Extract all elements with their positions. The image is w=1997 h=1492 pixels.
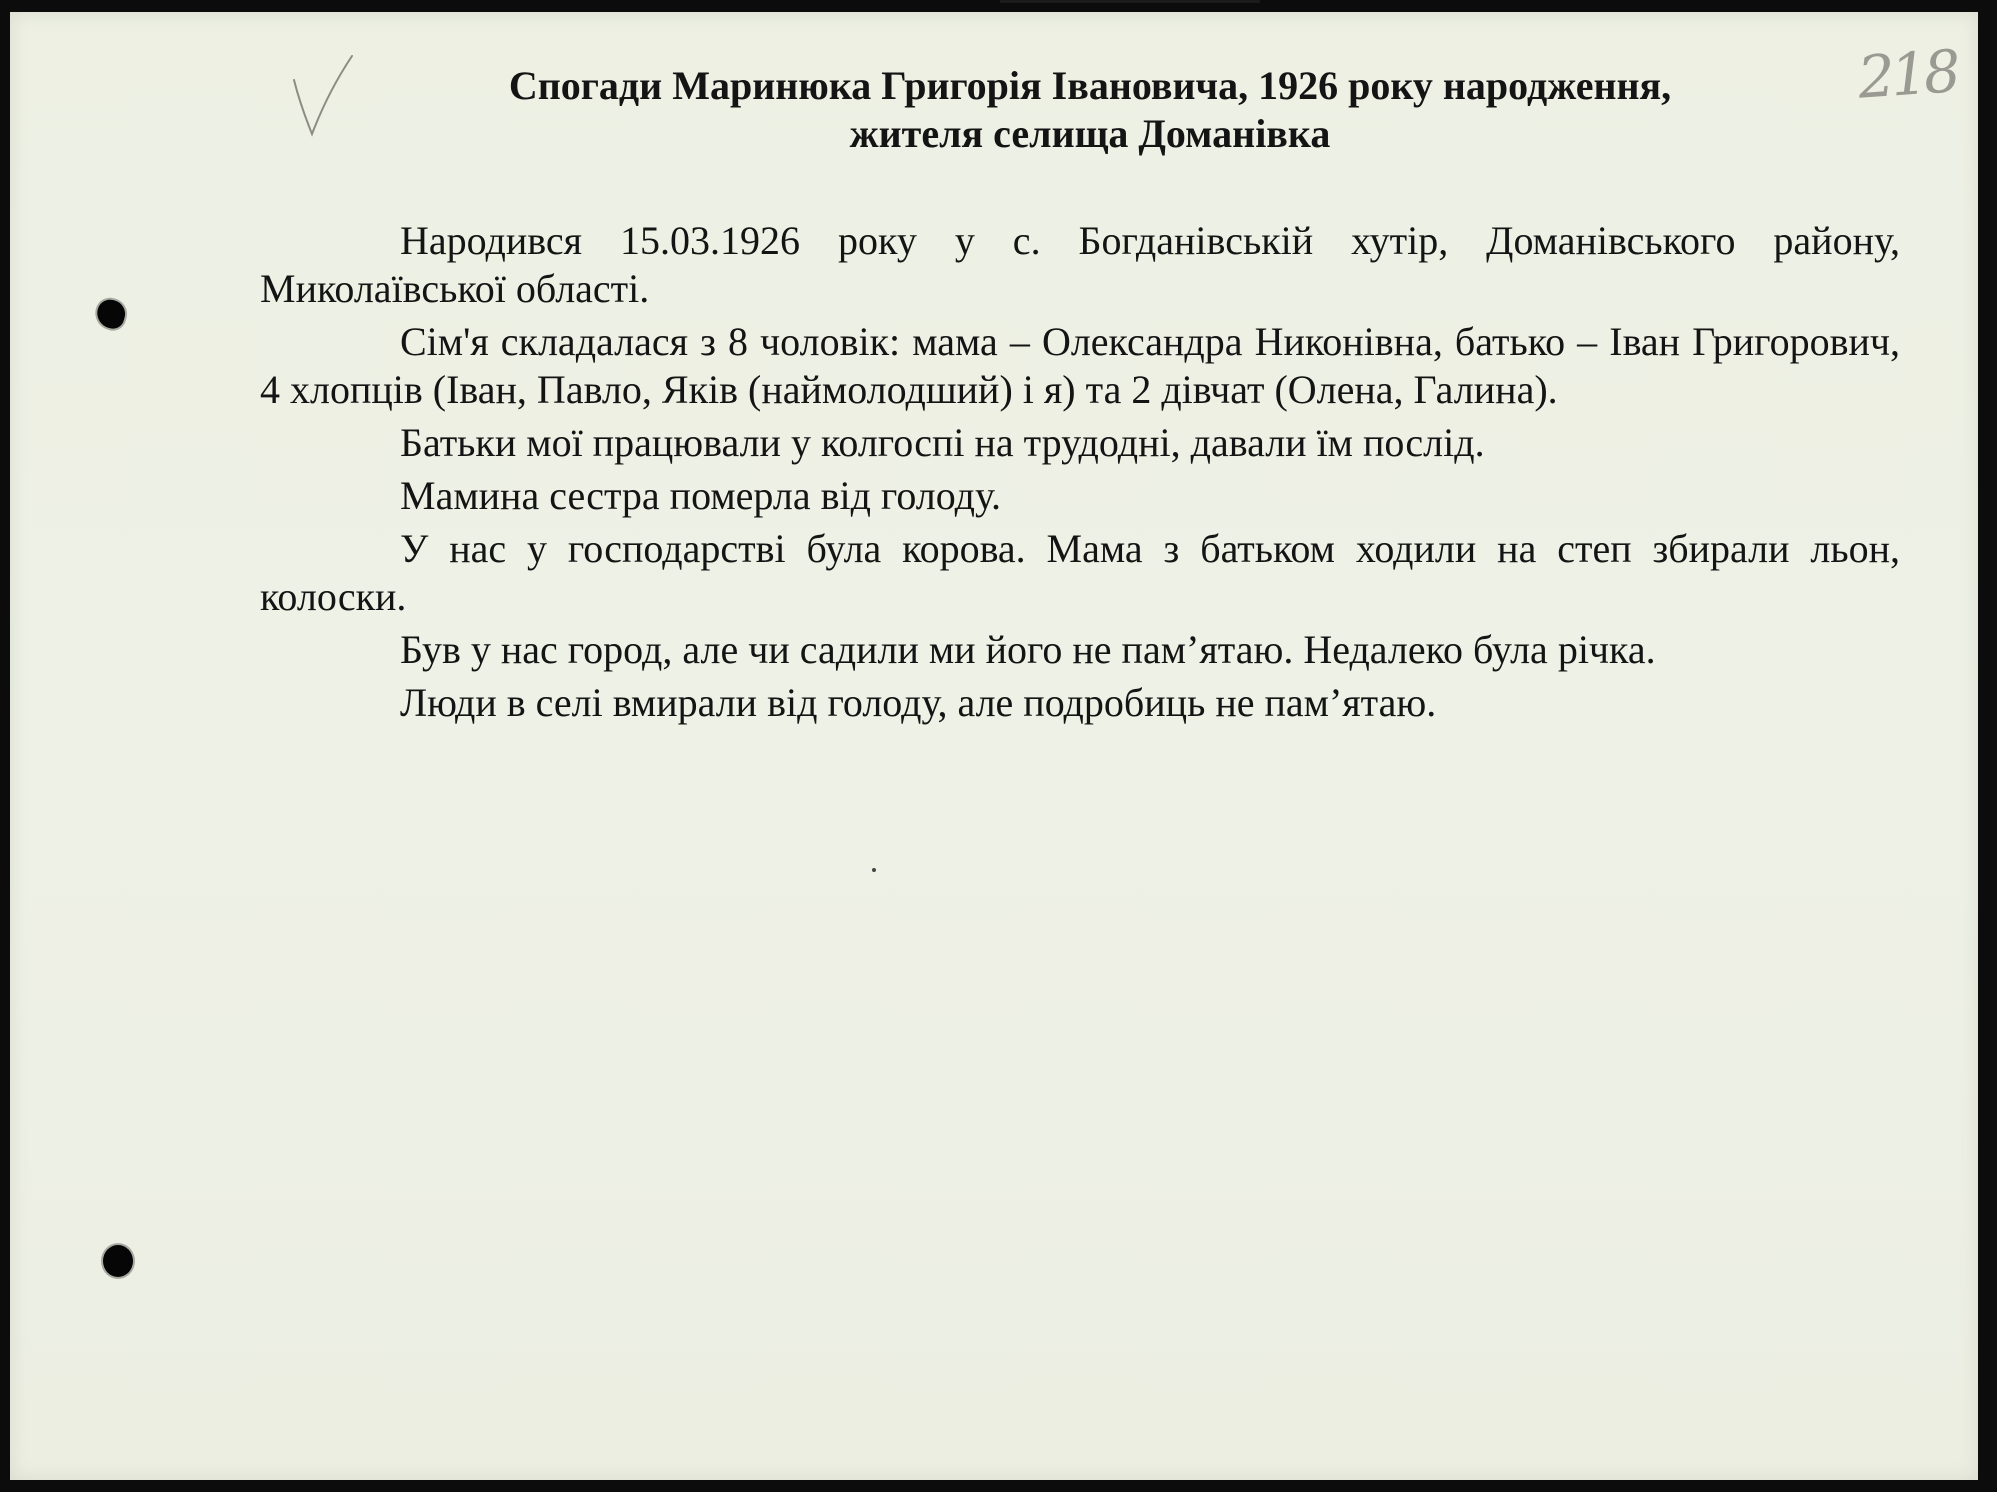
handwritten-page-number: 218 (1855, 37, 1959, 112)
paragraph-parents-work: Батьки мої працювали у колгоспі на трудодні, давали їм послід. (400, 420, 1485, 465)
punch-hole-bottom (103, 1245, 133, 1277)
title-line-2: жителя селища Доманівка (849, 111, 1331, 156)
paragraph-household: У нас у господарстві була корова. Мама з батьком ходили на степ збирали льон, колоски. (260, 526, 1900, 619)
top-edge-smudge (1000, 0, 1260, 3)
paragraph-birth: Народився 15.03.1926 року у с. Богданівській хутір, Доманівського району, Миколаївської області. (260, 218, 1900, 311)
paragraph-aunt: Мамина сестра померла від голоду. (400, 473, 1001, 518)
pencil-check-mark (290, 52, 360, 142)
paper-speck (872, 868, 876, 872)
paragraph-village: Люди в селі вмирали від голоду, але подробиць не пам’ятаю. (400, 680, 1437, 725)
title-line-1: Спогади Маринюка Григорія Івановича, 1926 року народження, (508, 63, 1672, 108)
paragraph-garden: Був у нас город, але чи садили ми його не пам’ятаю. Недалеко була річка. (400, 627, 1656, 672)
paragraph-family: Сім'я складалася з 8 чоловік: мама – Олександра Никонівна, батько – Іван Григорович, 4 хлопців (Іван, Павло, Яків (наймолодший) і я) та 2 дівчат (Олена, Галина). (260, 319, 1900, 412)
document-title (390, 62, 1790, 158)
document-page (10, 12, 1978, 1480)
document-body (260, 217, 1900, 732)
